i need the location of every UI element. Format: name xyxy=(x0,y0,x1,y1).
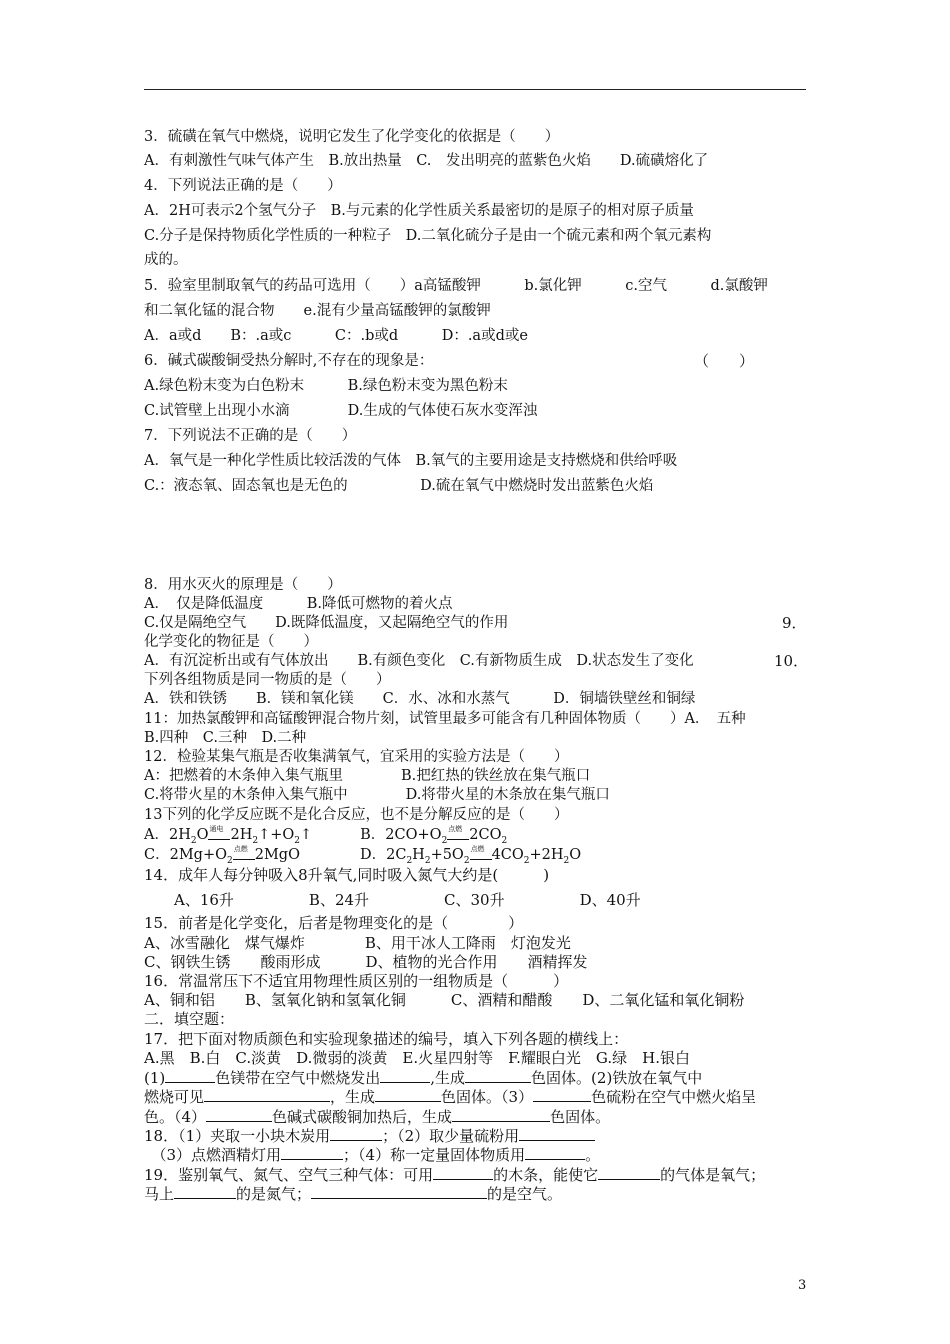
q3-options: A．有刺激性气味气体产生 B.放出热量 C. 发出明亮的蓝紫色火焰 D.硫磺熔化了 xyxy=(144,153,709,169)
q6-line1: A.绿色粉末变为白色粉末 B.绿色粉末变为黑色粉末 xyxy=(144,378,508,394)
q8-line2: C.仅是隔绝空气 D.既降低温度，又起隔绝空气的作用 xyxy=(144,615,509,631)
q10-stem: 下列各组物质是同一物质的是（ ） xyxy=(144,672,391,688)
q17-line1: (1) 色镁带在空气中燃烧发出 ,生成 色固体。(2)铁放在氧气中 xyxy=(144,1069,703,1087)
q15-line1: A、冰雪融化 煤气爆炸 B、用干冰人工降雨 灯泡发光 xyxy=(144,934,571,952)
q5-line2: 和二氧化锰的混合物 e.混有少量高锰酸钾的氯酸钾 xyxy=(144,303,491,319)
q6-stem: 6．碱式碳酸铜受热分解时,不存在的现象是： xyxy=(144,353,434,369)
answer-blank[interactable] xyxy=(174,1184,236,1199)
q10-number: 10． xyxy=(774,652,809,670)
q17-stem: 17．把下面对物质颜色和实验现象描述的编号，填入下列各题的横线上： xyxy=(144,1030,629,1048)
q4-line3: 成的。 xyxy=(144,252,188,268)
q13-stem: 13下列的化学反应既不是化合反应，也不是分解反应的是（ ） xyxy=(144,807,569,823)
q12-stem: 12．检验某集气瓶是否收集满氧气，宜采用的实验方法是（ ） xyxy=(144,749,569,765)
answer-blank[interactable] xyxy=(452,1107,550,1122)
q15-stem: 15．前者是化学变化，后者是物理变化的是（ ） xyxy=(144,914,524,932)
answer-blank[interactable] xyxy=(330,1126,382,1141)
answer-blank[interactable] xyxy=(380,1068,430,1083)
q9-stem: 化学变化的物征是（ ） xyxy=(144,634,318,650)
condition-dianran: 点燃 xyxy=(233,847,255,865)
q11-stem: 11：加热氯酸钾和高锰酸钾混合物片刻，试管里最多可能含有几种固体物质（ ）A． 五种 xyxy=(144,711,746,727)
q4-line1: A．2H可表示2个氢气分子 B.与元素的化学性质关系最密切的是原子的相对原子质量 xyxy=(144,203,694,219)
q17-line3: 色。（4） 色碱式碳酸铜加热后，生成 色固体。 xyxy=(144,1108,611,1126)
q7-line2: C.：液态氧、固态氧也是无色的 D.硫在氧气中燃烧时发出蓝紫色火焰 xyxy=(144,478,654,494)
q4-line2: C.分子是保持物质化学性质的一种粒子 D.二氧化硫分子是由一个硫元素和两个氧元素构 xyxy=(144,228,712,244)
answer-blank[interactable] xyxy=(433,1165,493,1180)
q4-stem: 4．下列说法正确的是（ ） xyxy=(144,178,342,194)
answer-blank[interactable] xyxy=(525,1145,585,1160)
q17-line2: 燃烧可见 ，生成 色固体。（3） 色硫粉在空气中燃火焰呈 xyxy=(144,1088,757,1106)
q10-options: A．铁和铁锈 B．镁和氧化镁 C．水、冰和水蒸气 D．铜墙铁壁丝和铜绿 xyxy=(144,691,696,707)
q9-number: 9． xyxy=(782,614,807,632)
q15-line2: C、钢铁生锈 酸雨形成 D、植物的光合作用 酒精挥发 xyxy=(144,953,588,971)
q17-options: A.黑 B.白 C.淡黄 D.微弱的淡黄 E.火星四射等 F.耀眼白光 G.绿 H.银白 xyxy=(144,1049,690,1067)
q8-line1: A． 仅是降低温度 B.降低可燃物的着火点 xyxy=(144,596,453,612)
section-title-fill-in: 二．填空题： xyxy=(144,1010,235,1028)
answer-blank[interactable] xyxy=(533,1087,591,1102)
condition-tongdian: 通电 xyxy=(208,827,230,845)
header-rule xyxy=(144,89,806,90)
q6-line2: C.试管壁上出现小水滴 D.生成的气体使石灰水变浑浊 xyxy=(144,403,538,419)
answer-blank[interactable] xyxy=(281,1145,343,1160)
q13-options-ab: A．$2H_2O$ 通电 $2H_2↑+O_2↑$ B．$2CO+O_2$ 点燃 $2CO_2$ xyxy=(144,825,508,846)
answer-blank[interactable] xyxy=(519,1126,595,1141)
answer-blank[interactable] xyxy=(311,1184,487,1199)
q19-line2: 马上 的是氮气； 的是空气。 xyxy=(144,1185,563,1203)
answer-blank[interactable] xyxy=(204,1087,330,1102)
q16-stem: 16．常温常压下不适宜用物理性质区别的一组物质是（ ） xyxy=(144,972,569,990)
q18-line1: 18．（1）夹取一小块木炭用 ；（2）取少量硫粉用 xyxy=(144,1126,595,1145)
q7-line1: A．氧气是一种化学性质比较活泼的气体 B.氧气的主要用途是支持燃烧和供给呼吸 xyxy=(144,453,678,469)
condition-dianran: 点燃 xyxy=(447,827,469,845)
page-number: 3 xyxy=(798,1278,807,1293)
q3-stem: 3．硫磺在氧气中燃烧，说明它发生了化学变化的依据是（ ） xyxy=(144,129,560,145)
q18-line2: （3）点燃酒精灯用 ；（4）称一定量固体物质用 。 xyxy=(144,1146,601,1164)
q14-stem: 14．成年人每分钟吸入8升氧气,同时吸入氮气大约是( ) xyxy=(144,866,550,884)
answer-blank[interactable] xyxy=(465,1068,531,1083)
q9-options: A．有沉淀析出或有气体放出 B.有颜色变化 C.有新物质生成 D.状态发生了变化 xyxy=(144,653,694,669)
answer-blank[interactable] xyxy=(165,1068,215,1083)
q12-line1: A：把燃着的木条伸入集气瓶里 B.把红热的铁丝放在集气瓶口 xyxy=(144,768,591,784)
q14-options: A、16升 B、24升 C、30升 D、40升 xyxy=(144,891,641,909)
q5-line1: 5．验室里制取氧气的药品可选用（ ）a高锰酸钾 b.氯化钾 c.空气 d.氯酸钾 xyxy=(144,278,768,294)
q5-options: A．a或d B：.a或c C：.b或d D：.a或d或e xyxy=(144,328,528,344)
q16-options: A、铜和铝 B、氢氧化钠和氢氧化铜 C、酒精和醋酸 D、二氧化锰和氧化铜粉 xyxy=(144,991,745,1009)
condition-dianran: 点燃 xyxy=(470,847,492,865)
answer-blank[interactable] xyxy=(375,1087,441,1102)
q11-options: B.四种 C.三种 D.二种 xyxy=(144,730,307,746)
answer-blank[interactable] xyxy=(206,1107,272,1122)
q8-stem: 8．用水灭火的原理是（ ） xyxy=(144,577,342,593)
q12-line2: C.将带火星的木条伸入集气瓶中 D.将带火星的木条放在集气瓶口 xyxy=(144,787,610,803)
q7-stem: 7．下列说法不正确的是（ ） xyxy=(144,428,357,444)
q19-line1: 19．鉴别氧气、氮气、空气三种气体：可用 的木条，能使它 的气体是氧气； xyxy=(144,1166,766,1184)
q13-options-cd: C．$2Mg+O_2$ 点燃 2MgO D．$2C_2H_2+5O_2$ 点燃 $4CO_2+2H_2O$ xyxy=(144,845,582,866)
q6-paren: （ ） xyxy=(694,352,755,370)
answer-blank[interactable] xyxy=(598,1165,660,1180)
